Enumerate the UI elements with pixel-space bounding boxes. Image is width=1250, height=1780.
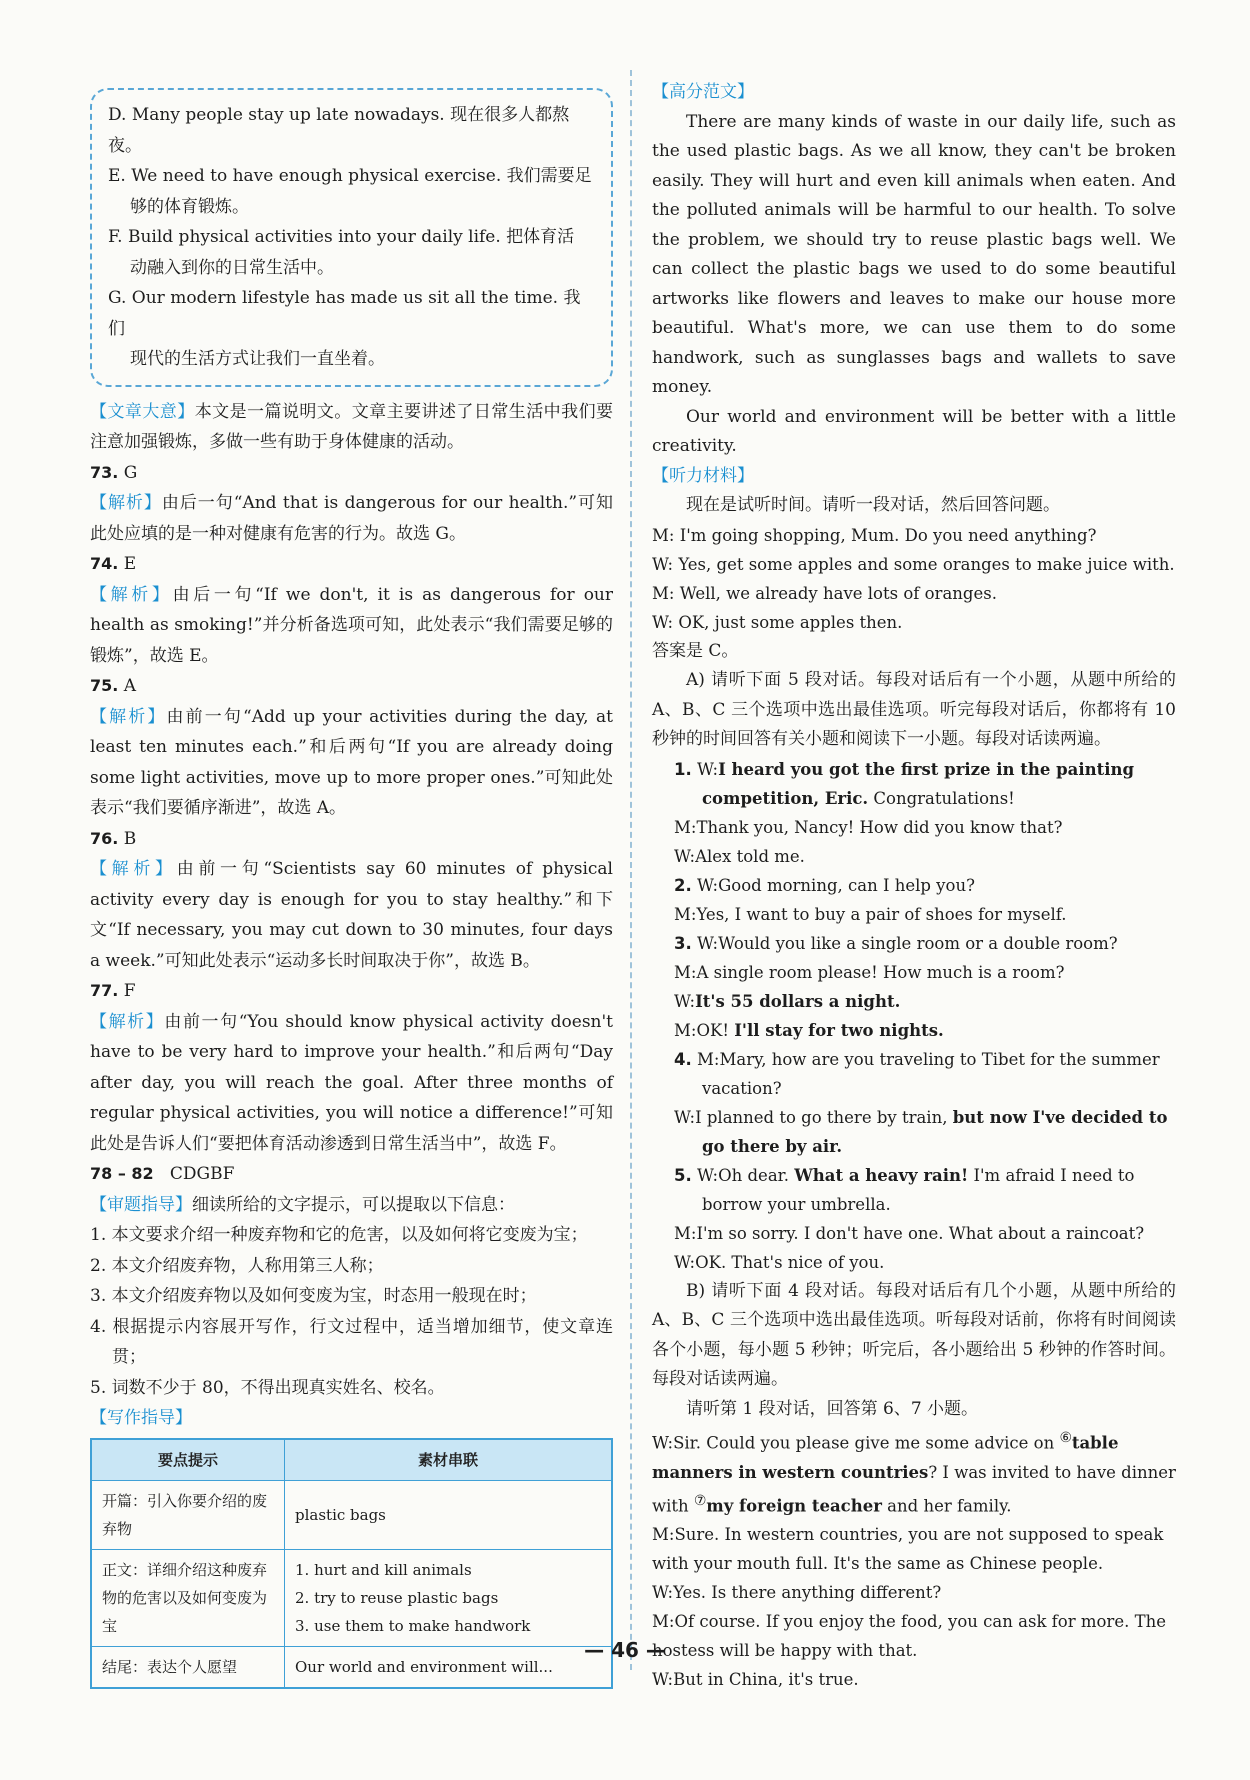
table-row (91, 1480, 612, 1549)
q-range-answers: CDGBF (169, 1164, 235, 1184)
dialog-number: 2. (674, 875, 692, 895)
dialog-4 (652, 1045, 1176, 1161)
dialog-line: W: Yes, get some apples and some oranges to make juice with. (652, 554, 1175, 574)
q-answer: G (123, 462, 138, 483)
speaker: M: (674, 1223, 697, 1243)
row-material (285, 1549, 613, 1646)
trial-answer: 答案是 C。 (652, 640, 739, 661)
analysis-tag: 【解析】 (90, 706, 167, 727)
row-material: Our world and environment will... (285, 1646, 613, 1688)
part-a-instructions: A) 请听下面 5 段对话。每段对话后有一个小题，从题中所给的 A、B、C 三个选项中选出最佳选项。听完每段对话后，你都将有 10 秒钟的时间回答有关小题和阅读下一小题。每段对话读两遍。 (652, 670, 1176, 749)
line-text: OK! (696, 1020, 735, 1040)
line-text: A single room please! How much is a room? (696, 962, 1065, 982)
q-answer: A (123, 676, 137, 696)
line-text: I planned to go there by train, (695, 1107, 953, 1127)
summary-tag: 【文章大意】 (90, 401, 195, 422)
line-text: Thank you, Nancy! How did you know that? (696, 817, 1063, 837)
answer-73 (90, 458, 613, 550)
table-header-material: 素材串联 (285, 1439, 613, 1481)
line-text: Mary, how are you traveling to Tibet for the summer vacation? (702, 1049, 1160, 1098)
option-f-cont: 动融入到你的日常生活中。 (130, 257, 334, 278)
analysis-tag: 【解析】 (90, 1011, 165, 1032)
speaker: W: (652, 1670, 674, 1689)
q-marker: ⑦ (693, 1492, 707, 1509)
summary (90, 397, 613, 458)
speaker: M: (697, 1049, 720, 1069)
review-point: 4. 根据提示内容展开写作，行文过程中，适当增加细节，使文章连贯； (90, 1316, 613, 1367)
review-guide (90, 1190, 613, 1221)
speaker: W: (697, 933, 719, 953)
analysis-text: 由后一句“And that is dangerous for our health.”可知此处应填的是一种对健康有危害的行为。故选 G。 (90, 493, 613, 544)
dialog-number: 4. (674, 1049, 692, 1069)
review-intro: 细读所给的文字提示，可以提取以下信息： (192, 1194, 515, 1215)
q-answer: E (123, 554, 137, 574)
row-key: 结尾：表达个人愿望 (91, 1646, 285, 1688)
dialog-2 (652, 871, 1176, 929)
line-text: Of course. If you enjoy the food, you can ask for more. The hostess will be happy with that. (652, 1612, 1166, 1660)
row-key: 开篇：引入你要介绍的废弃物 (91, 1480, 285, 1549)
review-tag: 【审题指导】 (90, 1194, 192, 1215)
line-key: table manners in western countries (652, 1433, 1119, 1482)
analysis-text: 由前一句“You should know physical activity doesn't have to be very hard to improve your health.”和后两句“Day after day, you will reach the goal. After three months of regular physical activities, you will notice a difference!”可知此处是告诉人们“要把体育活动渗透到日常生活当中”，故选 F。 (90, 1011, 614, 1154)
analysis-tag: 【解析】 (90, 584, 173, 605)
summary-text: 本文是一篇说明文。文章主要讲述了日常生活中我们要注意加强锻炼，多做一些有助于身体健康的活动。 (90, 401, 614, 452)
option-g: G. Our modern lifestyle has made us sit all the time. 我们 (108, 288, 581, 339)
row-material: plastic bags (285, 1480, 613, 1549)
option-f: F. Build physical activities into your daily life. 把体育活 (108, 227, 575, 247)
answer-77 (90, 976, 613, 1159)
q-answer: B (123, 828, 137, 849)
speaker: W: (674, 846, 696, 866)
line-text: Yes, I want to buy a pair of shoes for myself. (696, 904, 1067, 924)
answer-75 (90, 671, 613, 824)
speaker: M: (652, 1525, 675, 1544)
speaker: M: (652, 1612, 675, 1631)
review-point: 1. 本文要求介绍一种废弃物和它的危害，以及如何将它变废为宝； (90, 1225, 588, 1245)
dialog-line: W: OK, just some apples then. (652, 612, 903, 632)
answer-74 (90, 549, 613, 671)
dialog-line: M: Well, we already have lots of oranges. (652, 583, 997, 603)
q-number: 75. (90, 676, 119, 695)
material-line: 3. use them to make handwork (295, 1616, 531, 1635)
dialog-number: 3. (674, 933, 692, 953)
q-marker: ⑥ (1059, 1430, 1072, 1446)
option-g-cont: 现代的生活方式让我们一直坐着。 (130, 349, 385, 369)
q-range: 78 – 82 (90, 1164, 154, 1183)
answer-76 (90, 824, 613, 977)
line-key: but now I've decided to go there by air. (702, 1107, 1168, 1156)
line-text: Sure. In western countries, you are not supposed to speak with your mouth full. It's the same as Chinese people. (652, 1525, 1164, 1573)
speaker: W: (652, 1433, 674, 1453)
right-column (652, 78, 1176, 1694)
line-text: Sir. Could you please give me some advice on (673, 1433, 1060, 1453)
q-number: 76. (90, 828, 119, 848)
part-b-question: 请听第 1 段对话，回答第 6、7 小题。 (686, 1398, 979, 1419)
dialog-number: 1. (674, 759, 692, 779)
material-line: 1. hurt and kill animals (295, 1560, 472, 1579)
line-text: and her family. (881, 1496, 1012, 1515)
line-text: But in China, it's true. (673, 1670, 859, 1689)
answer-78-82 (90, 1159, 613, 1190)
speaker: W: (674, 991, 696, 1011)
option-d: D. Many people stay up late nowadays. 现在很多人都熬夜。 (108, 105, 570, 156)
speaker: W: (652, 1583, 674, 1602)
essay-paragraph: Our world and environment will be better with a little creativity. (652, 406, 1176, 456)
speaker: W: (674, 1252, 696, 1272)
analysis-text: 由前一句“Add up your activities during the day, at least ten minutes each.”和后两句“If you are already doing some light activities, move up to more proper ones.”可知此处表示“我们要循序渐进”，故选 A。 (90, 706, 613, 818)
line-text: OK. That's nice of you. (695, 1252, 885, 1272)
analysis-tag: 【解析】 (90, 859, 177, 879)
speaker: W: (697, 1165, 719, 1185)
left-column (90, 88, 613, 1689)
q-answer: F (123, 981, 136, 1001)
speaker: W: (697, 875, 719, 895)
trial-dialog (652, 521, 1176, 637)
speaker: M: (674, 1020, 697, 1040)
model-essay-heading (652, 78, 1176, 108)
row-key: 正文：详细介绍这种废弃物的危害以及如何变废为宝 (91, 1549, 285, 1646)
q-number: 74. (90, 554, 119, 573)
part-b-instructions: B) 请听下面 4 段对话。每段对话后有几个小题，从题中所给的 A、B、C 三个选项中选出最佳选项。听每段对话前，你将有时间阅读各个小题，每小题 5 秒钟；听完后，各小题给出 5 秒钟的作答时间。每段对话读两遍。 (652, 1280, 1176, 1389)
line-key: I heard you got the first prize in the painting competition, Eric. (702, 759, 1135, 808)
line-key: I'll stay for two nights. (734, 1020, 944, 1040)
line-text: Alex told me. (695, 846, 805, 866)
line-key: my foreign teacher (706, 1496, 882, 1515)
option-e-cont: 够的体育锻炼。 (130, 196, 249, 217)
analysis-text: 由后一句“If we don't, it is as dangerous for our health as smoking!”并分析备选项可知，此处表示“我们需要足够的锻炼”，故选 E。 (90, 584, 613, 666)
line-text: Good morning, can I help you? (718, 875, 975, 895)
line-text: I'm afraid I need to borrow your umbrella. (702, 1165, 1135, 1214)
page-number: — 46 — (584, 1638, 666, 1662)
review-point: 5. 词数不少于 80，不得出现真实姓名、校名。 (90, 1377, 445, 1398)
review-point: 2. 本文介绍废弃物，人称用第三人称； (90, 1255, 384, 1276)
table-row (91, 1549, 612, 1646)
dialog-3 (652, 929, 1176, 1045)
line-text: Oh dear. (718, 1165, 795, 1185)
speaker: W: (697, 759, 719, 779)
q-number: 73. (90, 462, 119, 482)
dialog-line: M: I'm going shopping, Mum. Do you need anything? (652, 525, 1097, 545)
analysis-tag: 【解析】 (90, 493, 162, 513)
speaker: M: (674, 817, 697, 837)
line-text: Congratulations! (868, 788, 1015, 808)
dialog-5 (652, 1161, 1176, 1277)
speaker: M: (674, 904, 697, 924)
line-key: It's 55 dollars a night. (695, 991, 901, 1011)
essay-paragraph: There are many kinds of waste in our daily life, such as the used plastic bags. As we all know, they can't be broken easily. They will hurt and even kill animals when eaten. And the polluted animals will be harmful to our health. To solve the problem, we should try to reuse plastic bags well. We can collect the plastic bags we used to do some beautiful artworks like flowers and leaves to make our house more beautiful. What's more, we can use them to do some handwork, such as sunglasses bags and wallets to save money. (652, 111, 1176, 397)
q-number: 77. (90, 981, 119, 1000)
essay-tag: 【高分范文】 (652, 82, 754, 102)
trial-intro: 现在是试听时间。请听一段对话，然后回答问题。 (686, 495, 1060, 515)
listening-heading (652, 462, 1176, 492)
writing-tag: 【写作指导】 (90, 1408, 192, 1428)
line-text: Would you like a single room or a double room? (718, 933, 1118, 953)
speaker: W: (674, 1107, 696, 1127)
column-divider (630, 70, 632, 1670)
listening-tag: 【听力材料】 (652, 465, 754, 486)
options-box (90, 88, 613, 387)
dialog-1 (652, 755, 1176, 871)
line-text: Yes. Is there anything different? (673, 1583, 942, 1602)
dialog-number: 5. (674, 1165, 692, 1185)
line-text: ? I was invited to have dinner with (652, 1462, 1176, 1515)
analysis-text: 由前一句“Scientists say 60 minutes of physical activity every day is enough for you to stay healthy.”和下文“If necessary, you may cut down to 30 minutes, four days a week.”可知此处表示“运动多长时间取决于你”，故选 B。 (90, 859, 613, 971)
line-text: I'm so sorry. I don't have one. What about a raincoat? (696, 1223, 1145, 1243)
option-e: E. We need to have enough physical exercise. 我们需要足 (108, 166, 592, 186)
material-line: 2. try to reuse plastic bags (295, 1588, 499, 1607)
review-point: 3. 本文介绍废弃物以及如何变废为宝，时态用一般现在时； (90, 1286, 537, 1306)
speaker: M: (674, 962, 697, 982)
writing-guide-heading (90, 1403, 613, 1434)
table-header-key: 要点提示 (91, 1439, 285, 1481)
line-key: What a heavy rain! (794, 1165, 969, 1185)
